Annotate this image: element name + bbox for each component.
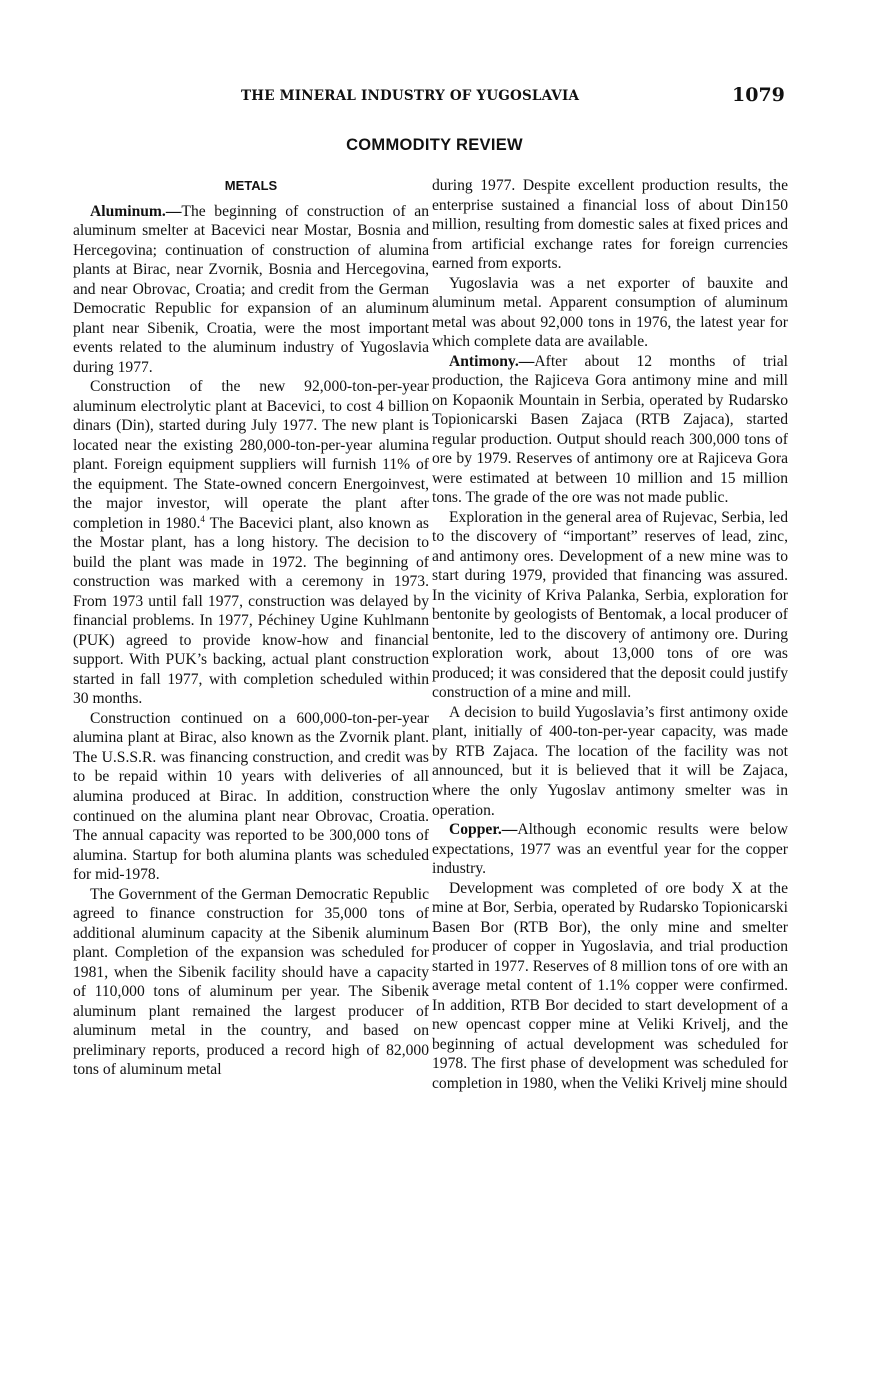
antimony-paragraph-1 (432, 352, 788, 508)
aluminum-paragraph-3: Construction continued on a 600,000-ton-per-year alumina plant at Birac, also known as the Zvornik plant. The U.S.S.R. was financing construction, and credit was to be repaid within 10 years with deliveries of all alumina produced at Birac. In addition, construction continued on the alumina plant near Obrovac, Croatia. The annual capacity was reported to be 300,000 tons of alumina. Startup for both alumina plants was scheduled for mid-1978. (73, 709, 429, 884)
page-number: 1079 (732, 84, 785, 106)
left-column (73, 176, 429, 1080)
aluminum-run-in-heading: Aluminum.— (90, 202, 182, 220)
footnote-marker: 4 (200, 513, 205, 524)
aluminum-paragraph-1-text: The beginning of construction of an aluminum smelter at Bacevici near Mostar, Bosnia and Hercegovina; continuation of construction of alumina plants at Birac, near Zvornik, Bosnia and Hercegovina, and near Obrovac, Croatia; and credit from the German Democratic Republic for expansion of an aluminum plant near Sibenik, Croatia, were the most important events related to the aluminum industry of Yugoslavia during 1977. (73, 202, 429, 376)
antimony-paragraph-3: A decision to build Yugoslavia’s first antimony oxide plant, initially of 400-ton-per-year capacity, was made by RTB Zajaca. The location of the facility was not announced, but it is believed that it will be Zajaca, where the only Yugoslav antimony smelter was in operation. (432, 703, 788, 819)
aluminum-paragraph-1 (73, 202, 429, 378)
running-title: THE MINERAL INDUSTRY OF YUGOSLAVIA (241, 88, 580, 104)
aluminum-paragraph-2 (73, 377, 429, 709)
copper-run-in-heading: Copper.— (449, 821, 518, 839)
metals-subheading: METALS (224, 178, 278, 193)
running-header (0, 86, 869, 110)
aluminum-paragraph-2-text-b: The Bacevici plant, also known as the Mostar plant, has a long history. The decision to build the plant was made in 1972. The beginning of construction was marked with a ceremony in 1973. From 1973 until fall 1977, construction was delayed by financial problems. In 1977, Péchiney Ugine Kuhlmann (PUK) agreed to provide know-how and financial support. With PUK’s backing, actual plant construction started in fall 1977, with completion scheduled within 30 months. (73, 514, 429, 708)
antimony-paragraph-1-text: After about 12 months of trial production, the Rajiceva Gora antimony mine and mill on Kopaonik Mountain in Serbia, operated by Rudarsko Topionicarski Basen Zajaca (RTB Zajaca), started regular production. Output should reach 300,000 tons of ore by 1979. Reserves of antimony ore at Rajiceva Gora were estimated at between 10 million and 15 million tons. The grade of the ore was not made public. (432, 352, 788, 507)
copper-paragraph-1 (432, 820, 788, 879)
aluminum-paragraph-4: The Government of the German Democratic Republic agreed to finance construction for 35,000 tons of additional aluminum capacity at the Sibenik aluminum plant. Completion of the expansion was scheduled for 1981, when the Sibenik facility should have a capacity of 110,000 tons of aluminum per year. The Sibenik aluminum plant remained the largest producer of aluminum metal in the country, and based on preliminary reports, produced a record high of 82,000 tons of aluminum metal (73, 885, 429, 1079)
aluminum-paragraph-5: Yugoslavia was a net exporter of bauxite and aluminum metal. Apparent consumption of aluminum metal was about 92,000 tons in 1976, the latest year for which complete data are available. (432, 274, 788, 351)
copper-paragraph-1-text: Although economic results were below expectations, 1977 was an eventful year for the copper industry. (432, 821, 788, 878)
antimony-paragraph-2: Exploration in the general area of Rujevac, Serbia, led to the discovery of “important” reserves of lead, zinc, and antimony ores. Development of a new mine was to start during 1979, provided that financing was assured. In the vicinity of Kriva Palanka, Serbia, exploration for bentonite by geologists of Bentomak, a local producer of bentonite, led to the discovery of antimony ore. During exploration work, about 13,000 tons of ore was produced; it was considered that the deposit could justify construction of a mine and mill. (432, 508, 788, 702)
right-column (432, 176, 788, 1093)
aluminum-paragraph-4-continued: during 1977. Despite excellent production results, the enterprise sustained a financial loss of about Din150 million, resulting from domestic sales at fixed prices and from artificial exchange rates for foreign currencies earned from exports. (432, 177, 788, 273)
section-title: COMMODITY REVIEW (346, 136, 523, 154)
copper-paragraph-2: Development was completed of ore body X at the mine at Bor, Serbia, operated by Rudarsko Topionicarski Basen Bor (RTB Bor), the only mine and smelter producer of copper in Yugoslavia, and trial production started in 1977. Reserves of 8 million tons of ore with an average metal content of 1.1% copper were confirmed. In addition, RTB Bor decided to start development of a new opencast copper mine at Veliki Krivelj, and the beginning of actual development was scheduled for 1978. The first phase of development was scheduled for completion in 1980, when the Veliki Krivelj mine should (432, 879, 788, 1092)
aluminum-paragraph-2-text-a: Construction of the new 92,000-ton-per-year aluminum electrolytic plant at Bacevici, to cost 4 billion dinars (Din), started during July 1977. The new plant is located near the existing 280,000-ton-per-year alumina plant. Foreign equipment suppliers will furnish 11% of the equipment. The State-owned concern Energoinvest, the major investor, will operate the plant after completion in 1980. (73, 378, 429, 532)
antimony-run-in-heading: Antimony.— (449, 352, 535, 370)
